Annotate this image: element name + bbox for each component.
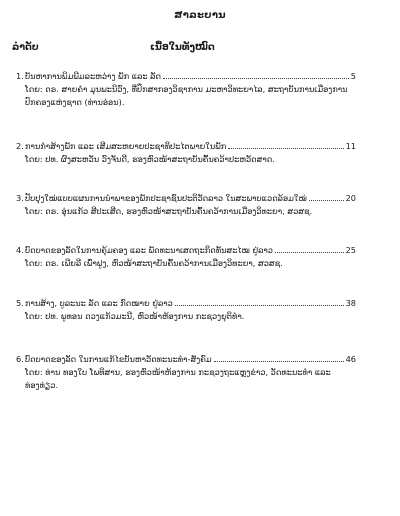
column-header-right: ເນື້ອໃນທັງໝົດ [150, 42, 215, 53]
toc-entry-number: 6. [16, 354, 24, 364]
dot-leader [275, 244, 344, 253]
toc-entry-title: ບົດບາດຂອງລັດໃນການຄຸ້ມຄອງ ແລະ ພັດທະນາເສດຖະກິດທັນສະໄໝ ຢູ່ລາວ [25, 245, 273, 255]
dot-leader [214, 353, 344, 362]
toc-entry [16, 70, 356, 109]
toc-entry [16, 297, 356, 323]
toc-entry-title: ບົດບາດຂອງລັດ ໃນການແກ້ໄຂບັນຫາວັດທະນະທຳ-ສັງຄົມ [25, 354, 212, 364]
toc-entry [16, 140, 356, 166]
toc-entry-line [16, 244, 356, 257]
toc-entry-page: 20 [345, 193, 356, 203]
dot-leader [163, 70, 349, 79]
toc-entry-title: ການກຳສ້າງພັກ ແລະ ເສີມສະຫຍາຍປະຊາທິປະໄຕພາຍໃນພັກ [25, 141, 227, 151]
toc-entry-line [16, 353, 356, 366]
toc-entry-page: 5 [350, 71, 356, 81]
toc-entry [16, 244, 356, 270]
toc-entry-line [16, 140, 356, 153]
toc-entry-number: 5. [16, 298, 24, 308]
toc-entry [16, 353, 356, 392]
toc-entry-page: 38 [345, 298, 356, 308]
toc-entry-page: 46 [345, 354, 356, 364]
toc-entry-number: 2. [16, 141, 24, 151]
toc-entry-line [16, 70, 356, 83]
dot-leader [228, 140, 343, 149]
toc-entry-title: ປັບປຸງໃໝ່ແບບແຜນການນຳພາຂອງພັກປະຊາຊົນປະຕິວັດລາວ ໃນສະພາບແວດລ້ອມໃໝ່ [25, 193, 307, 203]
toc-entry-number: 3. [16, 193, 24, 203]
toc-entry-author: ໂດຍ: ດຣ. ເພີຍລີ ເພ່ົາຟູງ, ຫົວໜ້າສະຖາບັນຄົ້ນຄວ້າການເມືອງວິທະຍາ, ສວສຊ. [25, 258, 283, 268]
toc-entry-author: ໂດຍ: ດຣ. ອຸ່ນແກ້ວ ສີປະເສີດ, ຮອງຫົວໜ້າສະຖາບັນຄົ້ນຄວ້າການເມືອງວິທະຍາ, ສວສຊ. [25, 206, 313, 216]
column-header-left: ລຳດັບ [12, 42, 39, 53]
toc-entry-author: ໂດຍ: ດຣ. ສາຍຄຳ ມຸນພະນິວົງ, ທີ່ປຶກສາກອງວິຊາການ ມະຫາວິທະຍາໄລ, ສະຖາບັນການເມືອງການປົກຄອງແຫ່ງຊາດ (ທ່ານອ່ອນ). [25, 84, 348, 107]
toc-entry-number: 1. [16, 71, 24, 81]
toc-entry-line [16, 192, 356, 205]
toc-entry-page: 11 [345, 141, 356, 151]
dot-leader [175, 297, 344, 306]
page-title: ສາລະບານ [174, 10, 226, 21]
toc-entry-author: ໂດຍ: ທ່ານ ທອງໃບ ໂພທິສານ, ຮອງຫົວໜ້າຫ້ອງການ ກະຊວງຖະແຫຼງຂ່າວ, ວັດທະນະທຳ ແລະ ທ່ອງທ່ຽວ. [25, 367, 331, 390]
toc-entry-number: 4. [16, 245, 24, 255]
toc-entry-page: 25 [345, 245, 356, 255]
toc-entry-line [16, 297, 356, 310]
toc-entry-author: ໂດຍ: ປທ. ພູທອນ ດວງແກ້ວມະນີ, ຫົວໜ້າຫ້ອງການ ກະຊວງຍຸຕິທຳ. [25, 311, 245, 321]
dot-leader [309, 192, 344, 201]
toc-entry-title: ການສ້າງ, ບູລະນະ ລັດ ແລະ ກົດໝາຍ ຢູ່ລາວ [25, 298, 173, 308]
toc-entry-title: ບັນຫາການພິມພີມລະຫວ່າງ ພັກ ແລະ ລັດ [25, 71, 161, 81]
toc-entry [16, 192, 356, 218]
toc-entry-author: ໂດຍ: ປທ. ຜົງສະຫວັນ ວົງຈັນດີ, ຮອງຫົວໜ້າສະຖາບັນຄົ້ນຄວ້າປະຫວັດສາດ. [25, 154, 275, 164]
